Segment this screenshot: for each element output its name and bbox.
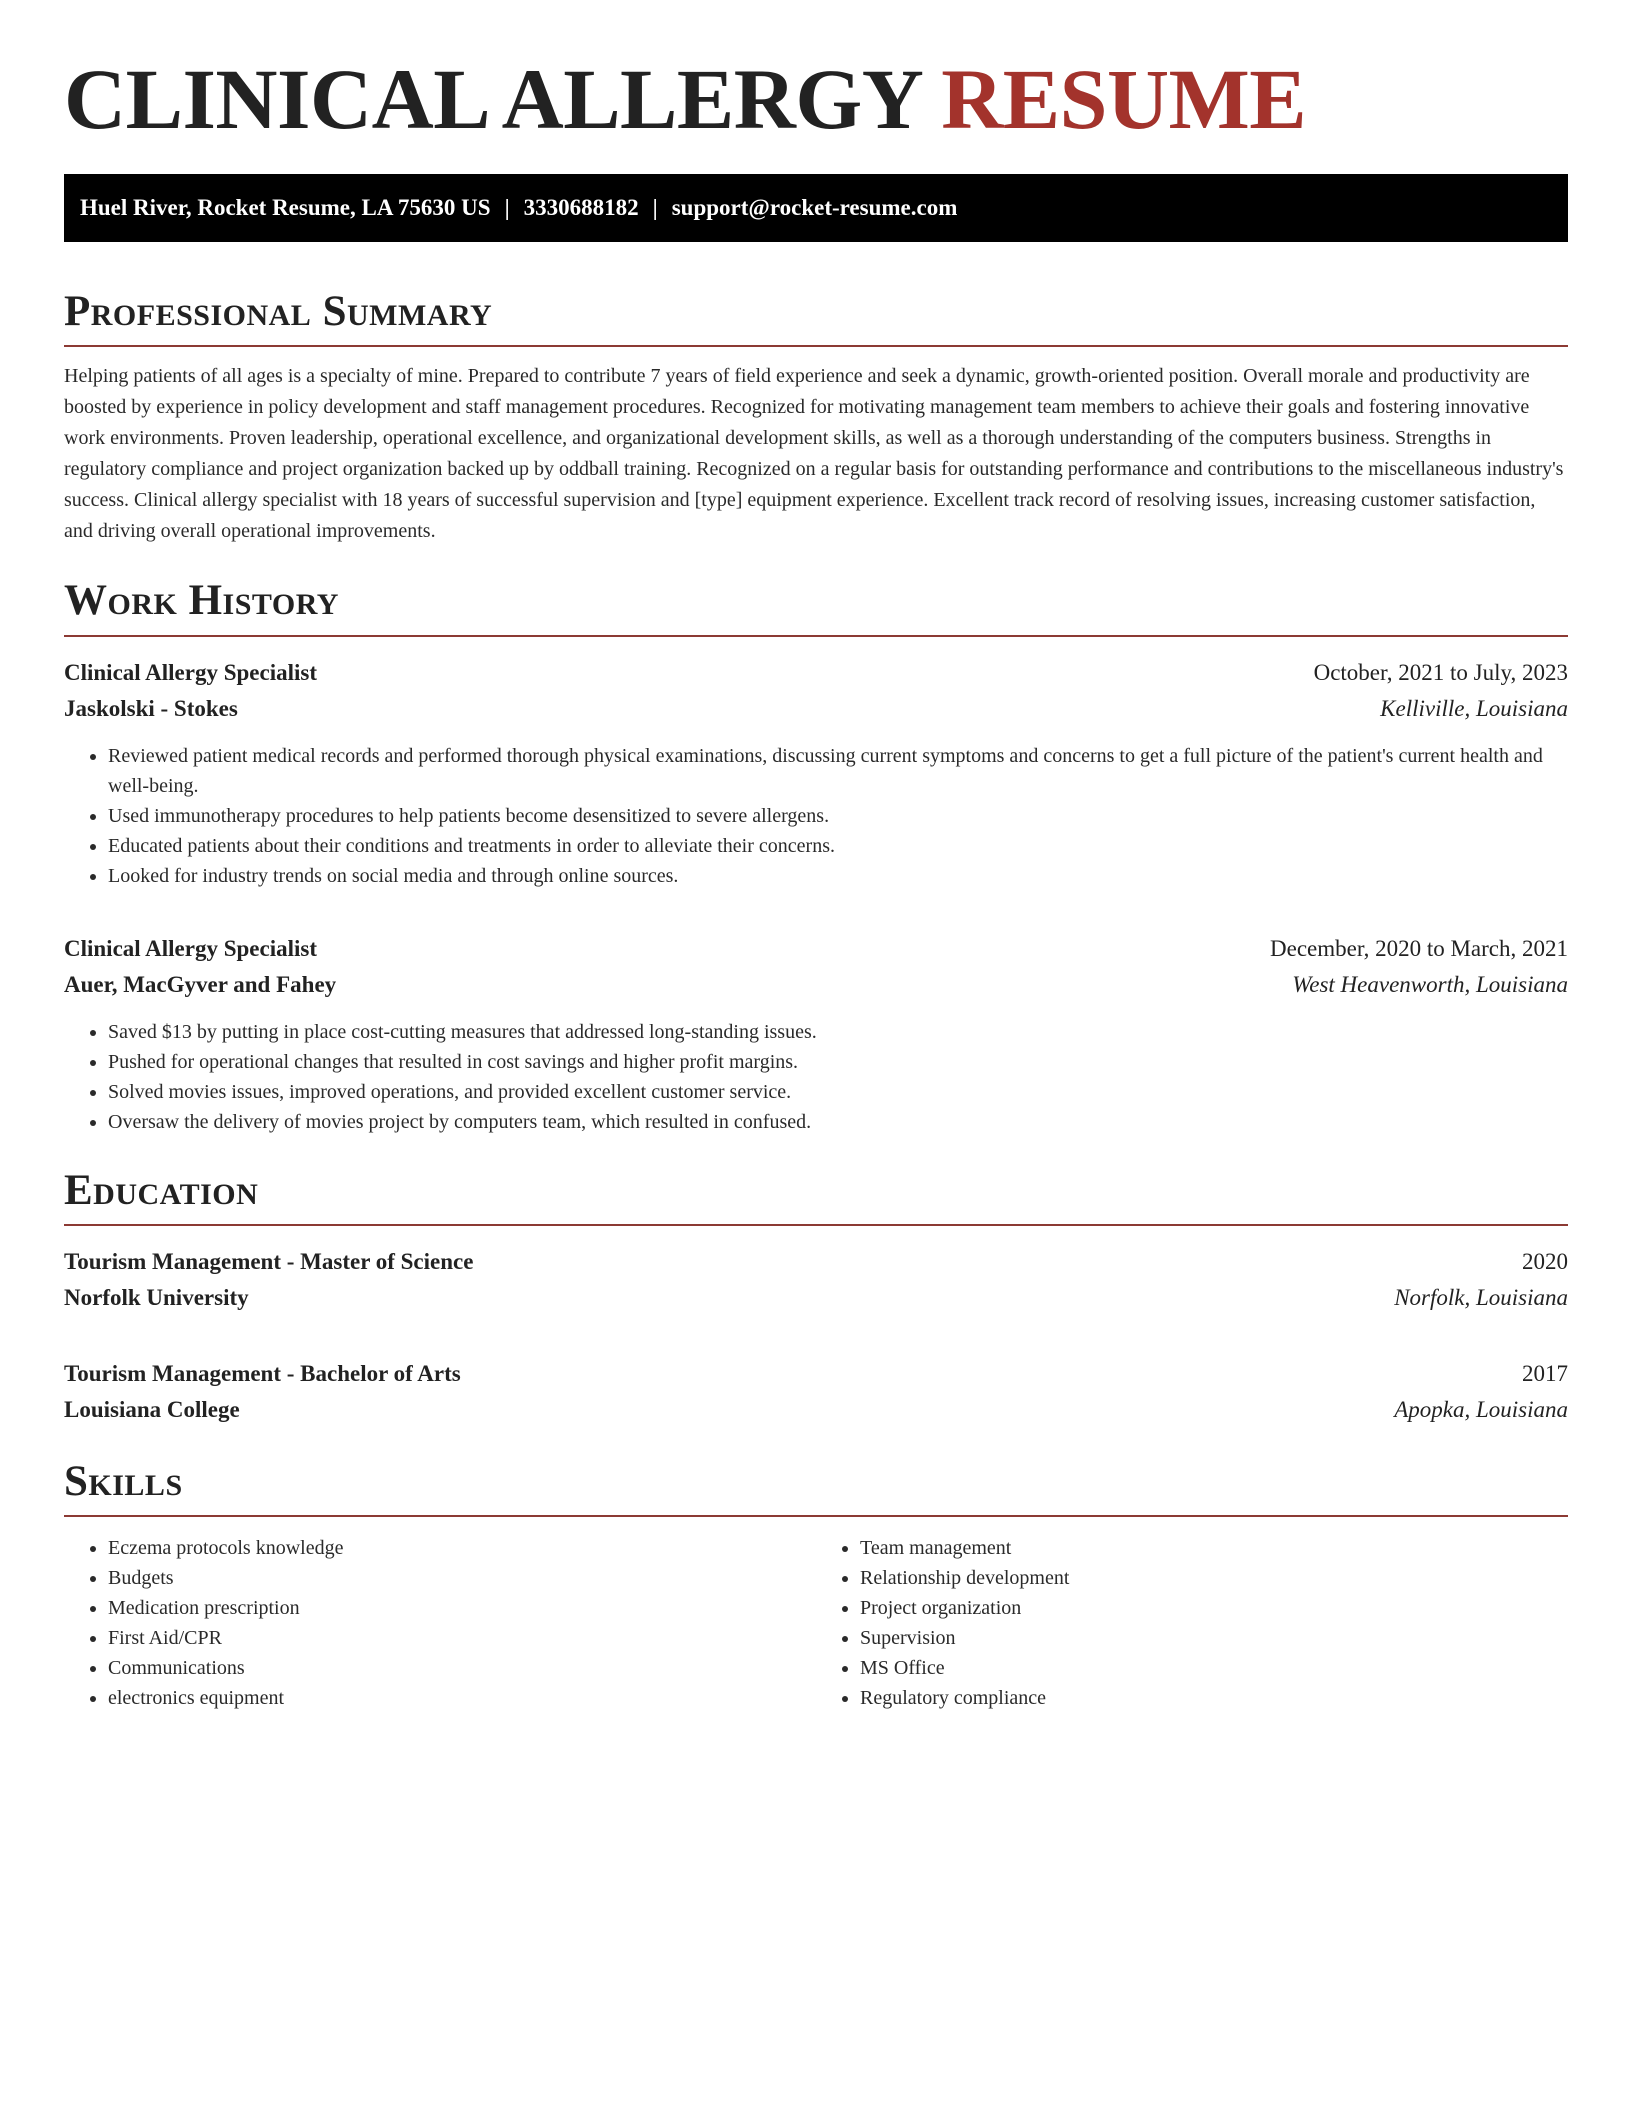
education-degree: Tourism Management - Bachelor of Arts [64,1360,461,1386]
contact-email: support@rocket-resume.com [671,195,958,220]
education-entry [64,1244,1568,1316]
job-dates: October, 2021 to July, 2023 [1313,659,1568,685]
education-header-row [64,1356,1568,1392]
skill-item: • First Aid/CPR [108,1623,816,1653]
skill-item: • Budgets [108,1563,816,1593]
contact-separator: | [504,195,510,220]
education-school-row [64,1392,1568,1428]
skill-item: • MS Office [860,1653,1568,1683]
education-entry [64,1356,1568,1428]
job-bullet: • Educated patients about their conditions and treatments in order to alleviate their concerns. [108,831,1568,861]
contact-separator: | [652,195,658,220]
work-history-section [64,577,1568,1136]
job-bullet: • Used immunotherapy procedures to help patients become desensitized to severe allergens. [108,801,1568,831]
job-bullets [64,1017,1568,1137]
skills-list-right [816,1533,1568,1713]
education-school-row [64,1280,1568,1316]
job-header-row [64,931,1568,967]
job-company-row [64,967,1568,1003]
contact-phone: 3330688182 [523,195,639,220]
education-section [64,1167,1568,1428]
skill-item: • Supervision [860,1623,1568,1653]
contact-bar [64,174,1568,242]
education-school: Louisiana College [64,1396,240,1422]
job-bullet: • Pushed for operational changes that resulted in cost savings and higher profit margins. [108,1047,1568,1077]
job-bullet: • Oversaw the delivery of movies project by computers team, which resulted in confused. [108,1107,1568,1137]
skills-column-right [816,1533,1568,1713]
job-company-row [64,691,1568,727]
job-location: Kelliville, Louisiana [1380,695,1568,721]
job-bullet: • Looked for industry trends on social media and through online sources. [108,861,1568,891]
job-bullet: • Reviewed patient medical records and performed thorough physical examinations, discussing current symptoms and concerns to get a full picture of the patient's current health and well-being. [108,741,1568,801]
resume-title [64,51,1568,147]
job-location: West Heavenworth, Louisiana [1292,971,1568,997]
skill-item: • Project organization [860,1593,1568,1623]
education-school: Norfolk University [64,1284,249,1310]
job-company: Auer, MacGyver and Fahey [64,971,337,997]
title-main: CLINICAL ALLERGY [64,51,921,147]
education-header-row [64,1244,1568,1280]
summary-section [64,288,1568,547]
job-company: Jaskolski - Stokes [64,695,238,721]
education-year: 2020 [1522,1248,1568,1274]
skill-item: • Eczema protocols knowledge [108,1533,816,1563]
section-heading-skills: Skills [64,1458,1568,1517]
skill-item: • Regulatory compliance [860,1683,1568,1713]
job-bullet: • Solved movies issues, improved operations, and provided excellent customer service. [108,1077,1568,1107]
section-heading-summary: Professional Summary [64,288,1568,347]
skill-item: • Communications [108,1653,816,1683]
skills-grid [64,1533,1568,1713]
section-heading-education: Education [64,1167,1568,1226]
job-bullet: • Saved $13 by putting in place cost-cutting measures that addressed long-standing issues. [108,1017,1568,1047]
job-entry [64,655,1568,891]
job-title: Clinical Allergy Specialist [64,659,317,685]
job-bullets [64,741,1568,891]
job-title: Clinical Allergy Specialist [64,935,317,961]
skill-item: • Team management [860,1533,1568,1563]
education-location: Norfolk, Louisiana [1394,1284,1568,1310]
skill-item: • Relationship development [860,1563,1568,1593]
education-location: Apopka, Louisiana [1394,1396,1568,1422]
education-degree: Tourism Management - Master of Science [64,1248,474,1274]
education-year: 2017 [1522,1360,1568,1386]
skill-item: • Medication prescription [108,1593,816,1623]
contact-address: Huel River, Rocket Resume, LA 75630 US [80,195,491,220]
skills-section [64,1458,1568,1713]
summary-text: Helping patients of all ages is a specialty of mine. Prepared to contribute 7 years of field experience and seek a dynamic, growth-oriented position. Overall morale and productivity are boosted by experience in policy development and staff management procedures. Recognized for motivating management team members to achieve their goals and fostering innovative work environments. Proven leadership, operational excellence, and organizational development skills, as well as a thorough understanding of the computers business. Strengths in regulatory compliance and project organization backed up by oddball training. Recognized on a regular basis for outstanding performance and contributions to the miscellaneous industry's success. Clinical allergy specialist with 18 years of successful supervision and [type] equipment experience. Excellent track record of resolving issues, increasing customer satisfaction, and driving overall operational improvements. [64,365,1564,543]
title-accent: RESUME [941,51,1307,147]
job-dates: December, 2020 to March, 2021 [1270,935,1568,961]
skills-list-left [64,1533,816,1713]
skills-column-left [64,1533,816,1713]
job-entry [64,931,1568,1137]
job-header-row [64,655,1568,691]
section-heading-work: Work History [64,577,1568,636]
skill-item: • electronics equipment [108,1683,816,1713]
